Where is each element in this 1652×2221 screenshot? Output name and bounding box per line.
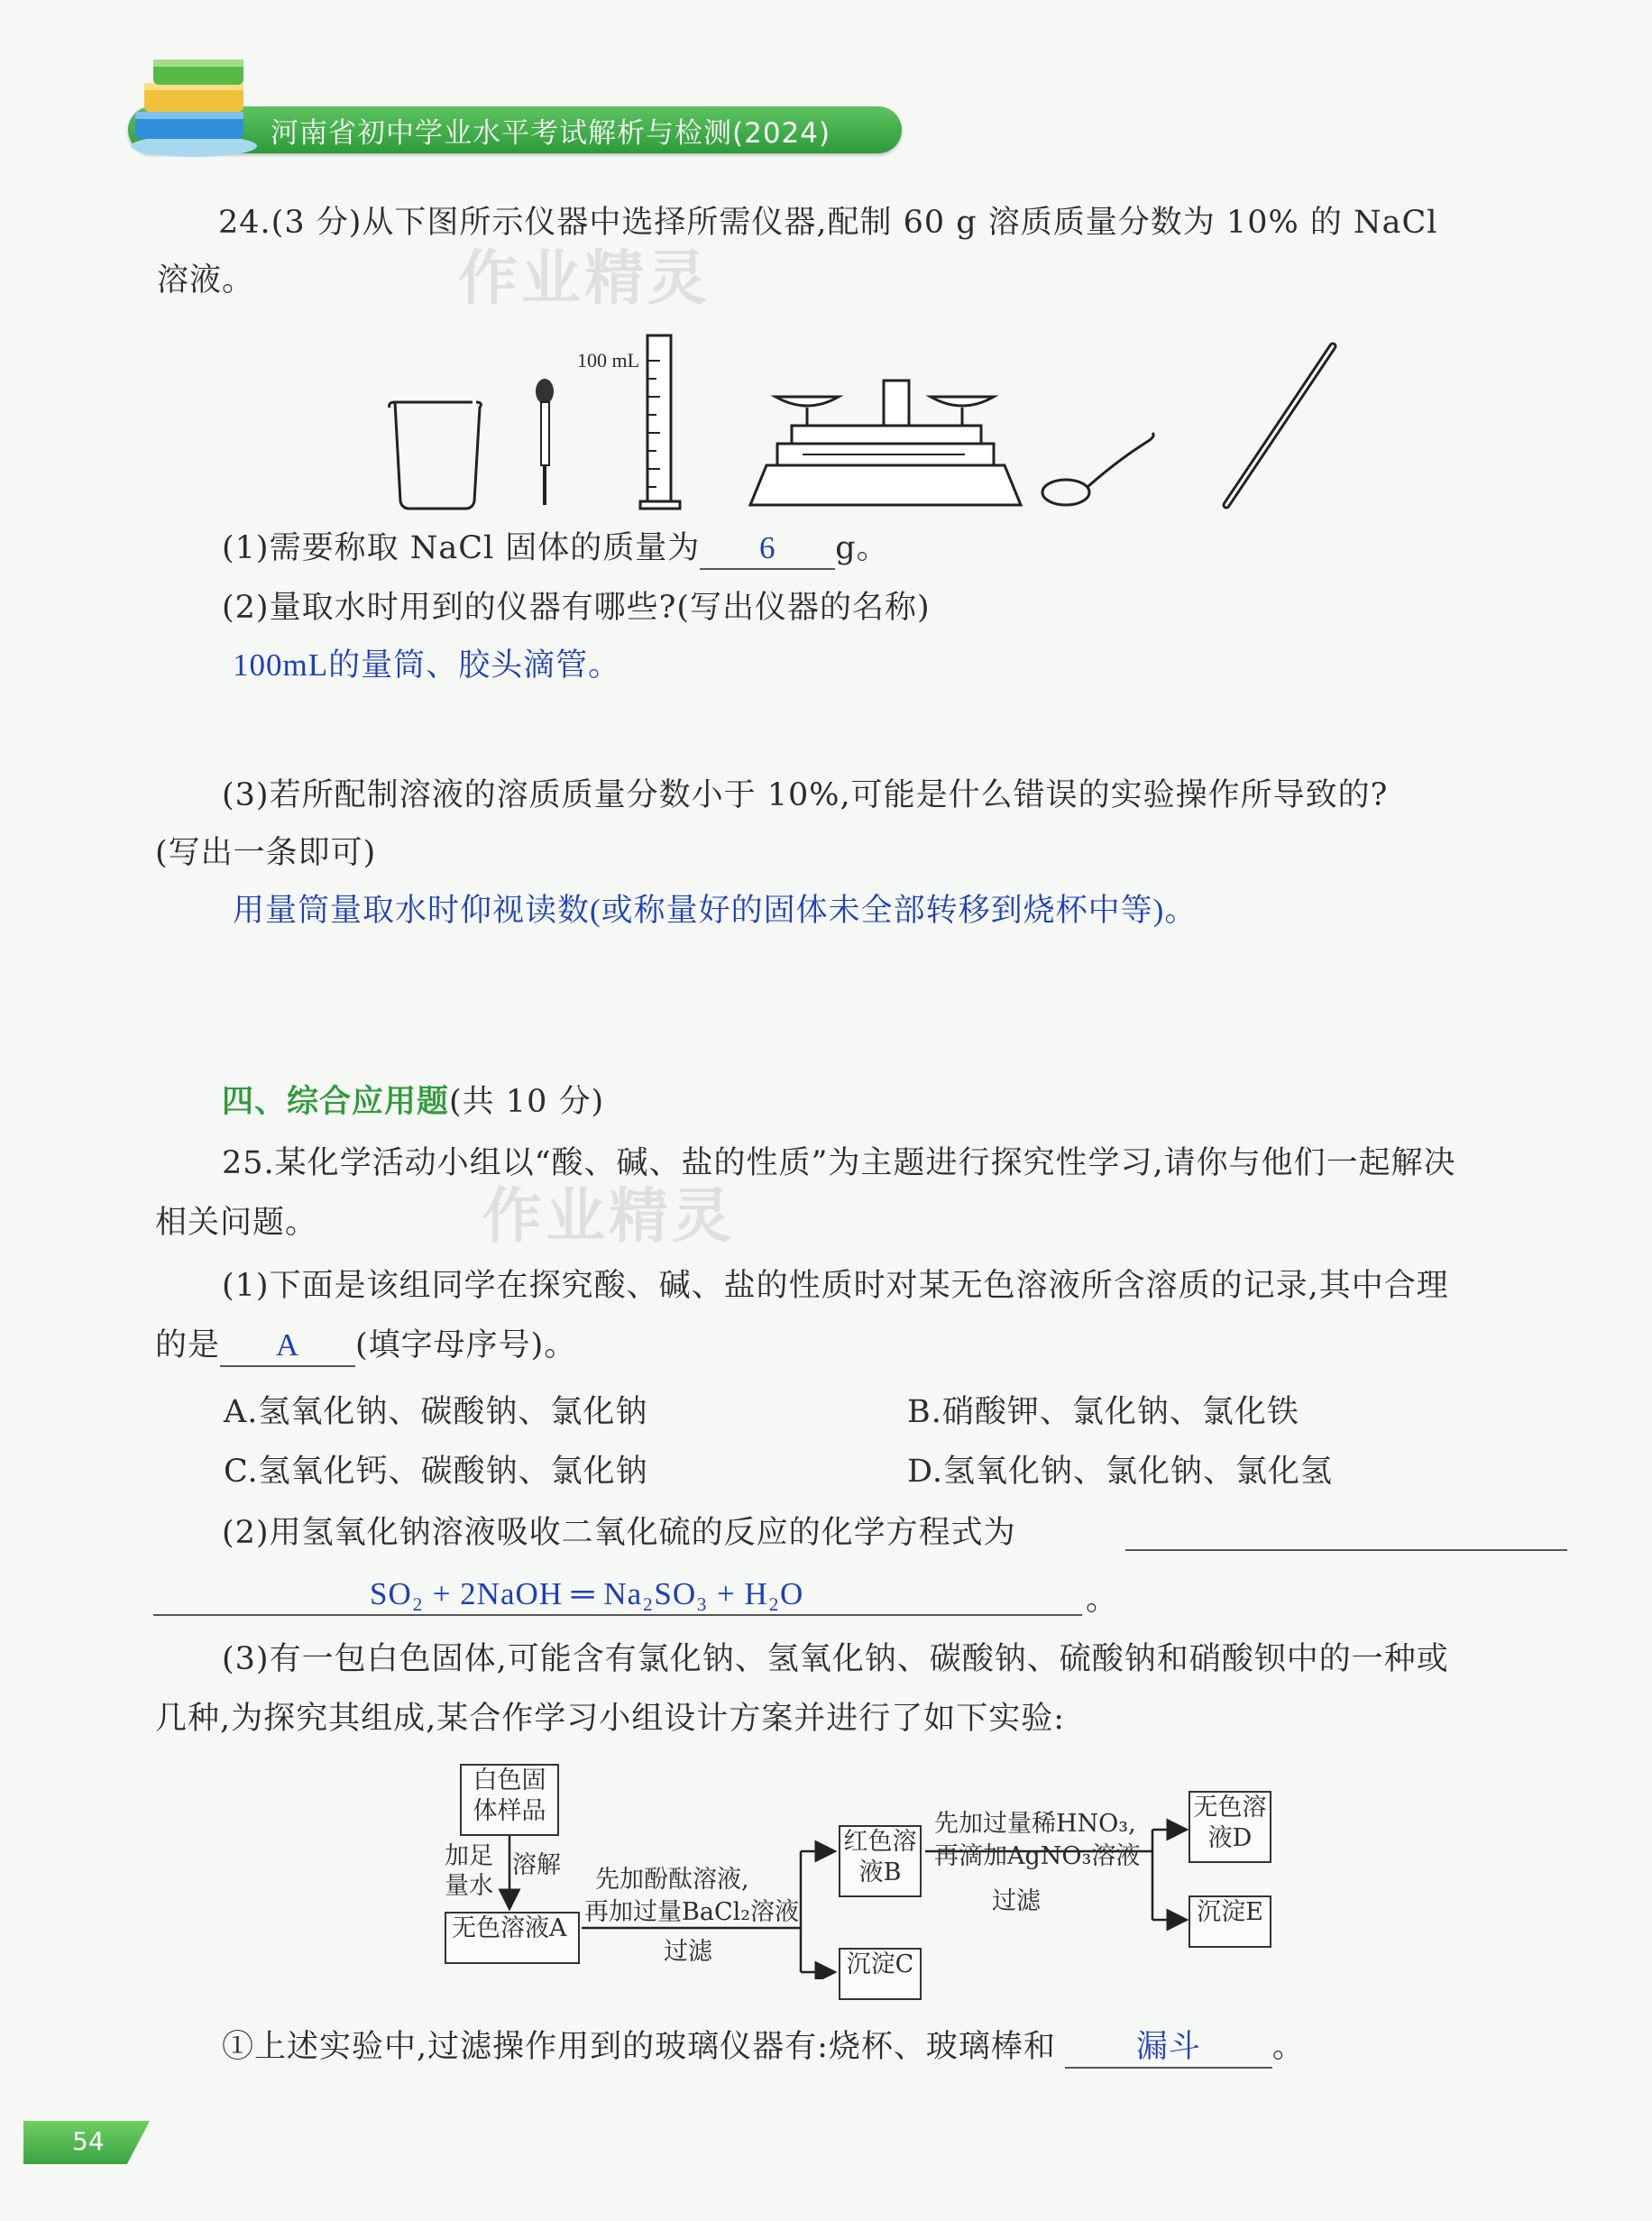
q25-part2-blank-line2 — [153, 1614, 1082, 1616]
option-d: D.氢氧化钠、氯化钠、氯化氢 — [907, 1454, 1333, 1490]
q25-part3-line1: (3)有一包白色固体,可能含有氯化钠、氢氧化钠、碳酸钠、硫酸钠和硝酸钡中的一种或 — [222, 1641, 1449, 1677]
q25-stem-line2: 相关问题。 — [155, 1205, 318, 1241]
cylinder-capacity-label: 100 mL — [577, 349, 640, 372]
section4-score: (共 10 分) — [449, 1084, 605, 1120]
q25-part1-blank — [220, 1326, 355, 1367]
q24-part2-answer: 100mL的量筒、胶头滴管。 — [233, 647, 621, 683]
flow-box-precipitate-e: 沉淀E — [1189, 1895, 1271, 1948]
page-number: 54 — [72, 2126, 105, 2156]
option-b: B.硝酸钾、氯化钠、氯化铁 — [907, 1394, 1299, 1430]
q25-part1-prefix: 的是 — [155, 1327, 221, 1363]
option-a: A.氢氧化钠、碳酸钠、氯化钠 — [224, 1394, 648, 1430]
q25-sub1-blank — [1065, 2027, 1272, 2069]
q25-part1-suffix: (填字母序号)。 — [355, 1327, 577, 1363]
flow-label-step1b: 再加过量BaCl₂溶液 — [584, 1898, 800, 1926]
q25-part1-line2 — [155, 1326, 576, 1367]
flow-label-filter2: 过滤 — [992, 1887, 1041, 1915]
q25-part2-end: 。 — [1086, 1582, 1119, 1618]
flow-box-solution-b: 红色溶液B — [839, 1825, 922, 1897]
beaker-icon — [390, 402, 482, 509]
q24-part1-unit: g。 — [835, 530, 889, 566]
q25-part1-answer: A — [275, 1327, 300, 1363]
q25-part2-text: (2)用氢氧化钠溶液吸收二氧化硫的反应的化学方程式为 — [222, 1515, 1016, 1551]
apparatus-figure — [379, 325, 1371, 523]
q25-sub1-answer: 漏斗 — [1135, 2029, 1201, 2064]
q24-part1-answer: 6 — [759, 530, 776, 565]
q24-part1-blank — [700, 528, 835, 570]
flow-label-dissolve: 溶解 — [512, 1851, 561, 1879]
q24-stem-line1: 24.(3 分)从下图所示仪器中选择所需仪器,配制 60 g 溶质质量分数为 10% 的 NaCl — [218, 205, 1438, 241]
section4-heading — [222, 1082, 604, 1122]
q25-sub1-text: ①上述实验中,过滤操作用到的玻璃仪器有:烧杯、玻璃棒和 — [222, 2029, 1056, 2065]
flow-box-precipitate-c: 沉淀C — [839, 1948, 922, 2000]
flow-box-solution-a: 无色溶液A — [445, 1912, 580, 1964]
q24-part2-text: (2)量取水时用到的仪器有哪些?(写出仪器的名称) — [222, 590, 931, 626]
flow-label-step2b: 再滴加AgNO₃溶液 — [934, 1842, 1141, 1870]
q24-part3-line1: (3)若所配制溶液的溶质质量分数小于 10%,可能是什么错误的实验操作所导致的? — [222, 777, 1389, 813]
section4-title: 四、综合应用题 — [222, 1083, 450, 1120]
q25-part2-blank-line1 — [1125, 1549, 1567, 1551]
q24-part3-line2: (写出一条即可) — [155, 835, 377, 871]
medicine-spoon-icon — [1042, 433, 1153, 505]
q25-sub1-end: 。 — [1271, 2029, 1305, 2065]
watermark-middle: 作业精灵 — [482, 1181, 735, 1251]
q25-part2-answer: SO₂ + 2NaOH ═ Na₂SO₃ + H₂O — [370, 1576, 804, 1611]
flow-box-solution-d: 无色溶液D — [1189, 1791, 1271, 1863]
books-icon — [108, 56, 280, 164]
glass-rod-icon — [1226, 346, 1333, 505]
q25-part3-line2: 几种,为探究其组成,某合作学习小组设计方案并进行了如下实验: — [155, 1701, 1066, 1737]
flow-label-filter1: 过滤 — [664, 1938, 712, 1966]
q25-part1-line1: (1)下面是该组同学在探究酸、碱、盐的性质时对某无色溶液所含溶质的记录,其中合理 — [222, 1268, 1449, 1304]
q24-stem-line2: 溶液。 — [157, 262, 255, 298]
q24-part3-answer: 用量筒量取水时仰视读数(或称量好的固体未全部转移到烧杯中等)。 — [233, 893, 1198, 928]
q25-sub1 — [222, 2027, 1305, 2069]
dropper-icon — [536, 379, 554, 505]
header-title: 河南省初中学业水平考试解析与检测(2024) — [271, 117, 831, 150]
q24-part1 — [222, 528, 889, 570]
flow-label-step2a: 先加过量稀HNO₃, — [934, 1810, 1136, 1838]
balance-scale-icon — [750, 381, 1021, 505]
flow-label-add-water: 加足量水 — [445, 1842, 493, 1900]
q24-part1-text: (1)需要称取 NaCl 固体的质量为 — [222, 530, 701, 566]
flow-box-sample: 白色固体样品 — [460, 1764, 559, 1836]
q25-stem-line1: 25.某化学活动小组以“酸、碱、盐的性质”为主题进行探究性学习,请你与他们一起解决 — [222, 1145, 1456, 1181]
graduated-cylinder-icon — [640, 335, 680, 509]
watermark-top: 作业精灵 — [458, 243, 711, 313]
option-c: C.氢氧化钙、碳酸钠、氯化钠 — [224, 1454, 648, 1490]
flow-label-step1a: 先加酚酞溶液, — [595, 1866, 749, 1894]
